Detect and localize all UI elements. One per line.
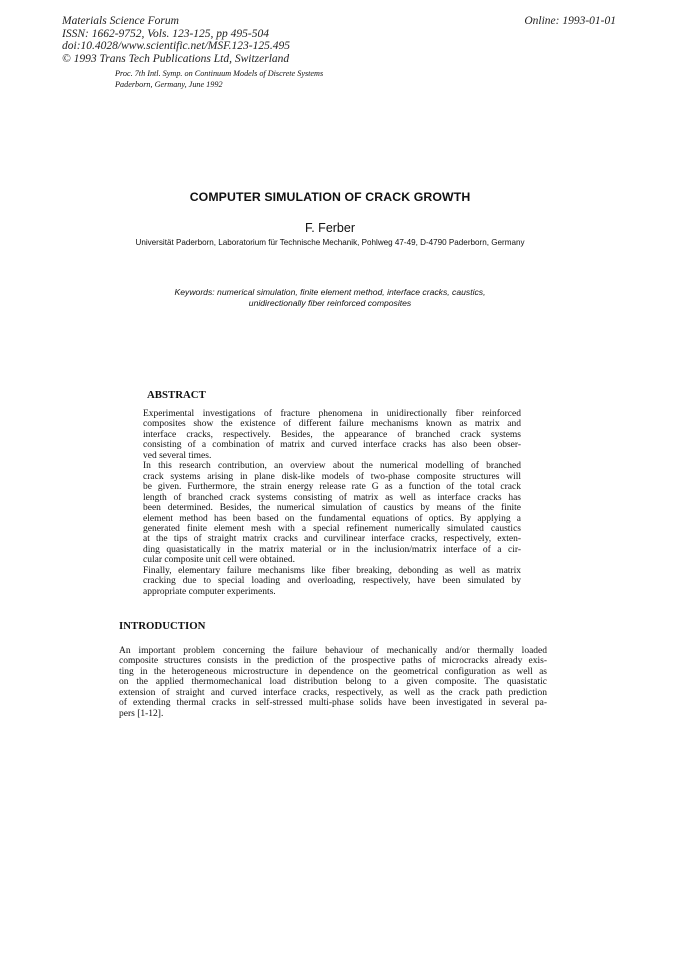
text-line: ved several times.	[143, 450, 212, 461]
keywords-line: unidirectionally fiber reinforced composites	[248, 297, 412, 308]
text-line: composites show the existence of different failure mechanisms known as matrix and	[143, 419, 521, 430]
text-line: In this research contribution, an overview about the numerical modelling of branched	[143, 461, 521, 472]
online-date: Online: 1993-01-01	[524, 15, 616, 27]
text-line: be given. Furthermore, the strain energy release rate G as a function of the total crack	[143, 482, 521, 493]
keywords	[0, 287, 660, 308]
journal-header	[62, 15, 290, 65]
text-line: Experimental investigations of fracture phenomena in unidirectionally fiber reinforced	[143, 409, 521, 419]
proceedings-line: Proc. 7th Intl. Symp. on Continuum Models of Discrete Systems	[115, 69, 324, 78]
doi-line: doi:10.4028/www.scientific.net/MSF.123-125.495	[62, 40, 290, 53]
text-line: crack systems arising in plane disk-like models of two-phase composite structures will	[143, 471, 521, 482]
text-line: been determined. Besides, the numerical simulation of caustics by means of the finite	[143, 503, 521, 514]
text-line: cracking due to special loading and overloading, respectively, have been simulated by	[143, 576, 521, 587]
text-line: pers [1-12].	[119, 708, 164, 719]
text-line: consisting of a combination of matrix and curved interface cracks has also been obser-	[143, 440, 521, 451]
text-line: at the tips of straight matrix cracks and curvilinear interface cracks, respectively, exten-	[143, 534, 521, 545]
abstract-body	[143, 409, 521, 597]
text-line: element method has been based on the fundamental equations of optics. By applying a	[143, 513, 521, 524]
proceedings-location: Paderborn, Germany, June 1992	[115, 79, 223, 89]
copyright-line: © 1993 Trans Tech Publications Ltd, Switzerland	[62, 52, 290, 65]
text-line: interface cracks, respectively. Besides, the appearance of branched crack systems	[143, 429, 521, 440]
text-line: extension of straight and curved interface cracks, respectively, as well as the crack path prediction	[119, 687, 547, 698]
introduction-body	[119, 646, 547, 719]
text-line: on the applied thermomechanical load distribution belong to a given composite. The quasistatic	[119, 677, 547, 688]
keywords-line: Keywords: numerical simulation, finite element method, interface cracks, caustics,	[174, 287, 486, 297]
text-line: composite structures consists in the prediction of the prospective paths of microcracks already exis-	[119, 656, 547, 667]
text-line: appropriate computer experiments.	[143, 586, 276, 597]
paper-title: COMPUTER SIMULATION OF CRACK GROWTH	[189, 190, 471, 204]
author-affiliation: Universität Paderborn, Laboratorium für Technische Mechanik, Pohlweg 47-49, D-4790 Paderborn, Germany	[135, 238, 525, 247]
author-name: F. Ferber	[304, 221, 355, 235]
text-line: Finally, elementary failure mechanisms like fiber breaking, debonding as well as matrix	[143, 565, 521, 576]
introduction-heading: INTRODUCTION	[119, 620, 206, 632]
text-line: length of branched crack systems consisting of matrix as well as interface cracks has	[143, 492, 521, 503]
text-line: ding quasistatically in the matrix material or in the inclusion/matrix interface of a cir-	[143, 544, 521, 555]
text-line: generated finite element mesh with a special refinement numerically simulated caustics	[143, 523, 521, 534]
text-line: cular composite unit cell were obtained.	[143, 555, 295, 566]
text-line: of extending thermal cracks in self-stressed multi-phase solids have been investigated in several pa-	[119, 698, 547, 709]
issn-line: ISSN: 1662-9752, Vols. 123-125, pp 495-504	[62, 27, 269, 40]
abstract-heading: ABSTRACT	[147, 389, 206, 401]
proceedings-info	[115, 69, 323, 90]
text-line: An important problem concerning the failure behaviour of mechanically and/or thermally loaded	[119, 646, 547, 656]
journal-name: Materials Science Forum	[62, 15, 179, 27]
text-line: ting in the heterogeneous microstructure in dependence on the geometrical configuration as well as	[119, 666, 547, 677]
